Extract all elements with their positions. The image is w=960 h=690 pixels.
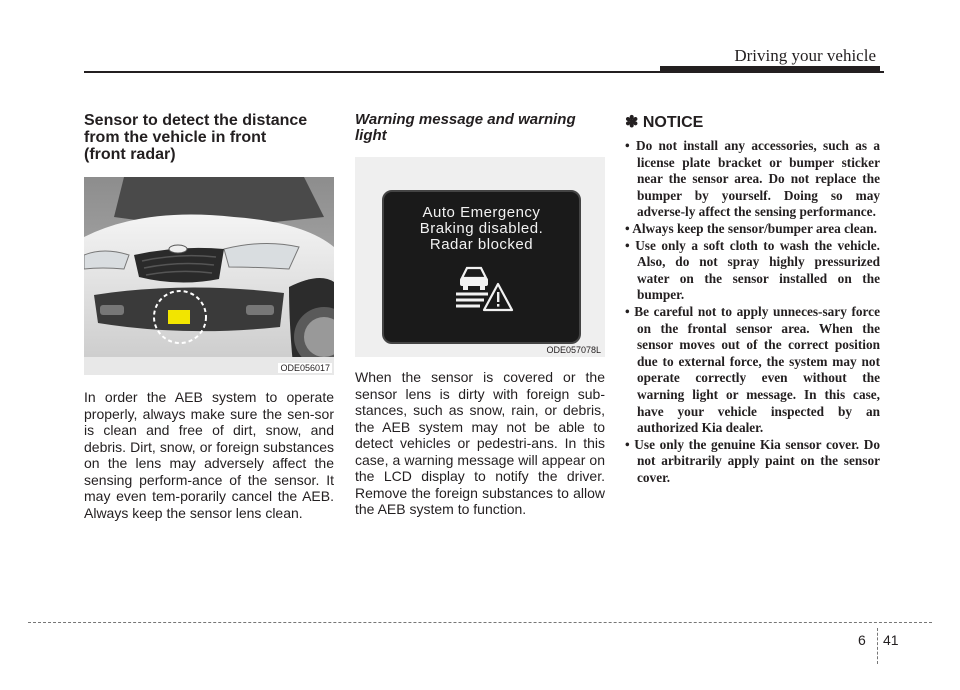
header-title: Driving your vehicle (734, 46, 876, 65)
subsection-heading (355, 112, 605, 144)
figure-code: ODE057078L (546, 345, 601, 355)
lcd-warning-figure (355, 157, 605, 357)
warning-paragraph: When the sensor is covered or the sensor lens is dirty with foreign sub-stances, such as snow, rain, or debris, the AEB system may not be able to detect vehicles or pedestri-ans. In this case, a warning message will appear on the LCD display to notify the driver. Remove the foreign substances to allow the AEB system to function. (355, 369, 605, 517)
figure-code: ODE056017 (280, 363, 330, 373)
page-number: 41 (883, 632, 899, 648)
column-front-radar (84, 112, 334, 521)
footer-divider (877, 628, 878, 664)
lcd-line-3: Radar blocked (429, 236, 534, 253)
front-car-illustration-icon (84, 177, 334, 375)
notice-item: • Use only a soft cloth to wash the vehicle. Also, do not spray highly pressurized water on the sensor installed on the bumper. (625, 237, 880, 303)
notice-title: ✽ NOTICE (625, 114, 704, 131)
lcd-line-1: Auto Emergency (422, 204, 541, 221)
notice-list (625, 138, 880, 486)
column-warning-message (355, 112, 605, 518)
heading-line-3: (front radar) (84, 146, 176, 163)
notice-item: • Always keep the sensor/bumper area clean. (625, 220, 877, 236)
column-notice (625, 112, 880, 486)
heading-line-1: Sensor to detect the distance (84, 112, 308, 129)
chapter-number: 6 (858, 632, 866, 648)
section-heading (84, 112, 334, 163)
radar-blocked-icon (454, 264, 514, 314)
header-rule-thin (84, 71, 884, 73)
warning-triangle-icon (484, 284, 512, 310)
subheading-line-1: Warning message and warning (355, 111, 576, 128)
lcd-display (382, 190, 581, 344)
footer-rule (28, 622, 932, 623)
notice-item: • Be careful not to apply unneces-sary force on the frontal sensor area. When the sensor moves out of the correct position due to external force, the system may not operate correctly even without the warning light or message. In this case, have your vehicle inspected by an authorized Kia dealer. (625, 303, 880, 436)
notice-item: • Use only the genuine Kia sensor cover. Do not arbitrarily apply paint on the sensor cover. (625, 436, 880, 485)
car-radar-figure (84, 177, 334, 375)
radar-paragraph: In order the AEB system to operate properly, always make sure the sen-sor is clean and free of dirt, snow, and debris. Dirt, snow, or foreign substances on the lens may adversely affect the sensing perform-ance of the sensor. It may even tem-porarily cancel the AEB. Always keep the sensor lens clean. (84, 389, 334, 521)
subheading-line-2: light (355, 127, 387, 144)
lcd-line-2: Braking disabled. (419, 220, 544, 237)
heading-line-2: from the vehicle in front (84, 129, 267, 146)
notice-item: • Do not install any accessories, such as a license plate bracket or bumper sticker near the sensor area. Do not replace the bumper by yourself. Doing so may adverse-ly affect the sensing performance. (625, 138, 880, 220)
